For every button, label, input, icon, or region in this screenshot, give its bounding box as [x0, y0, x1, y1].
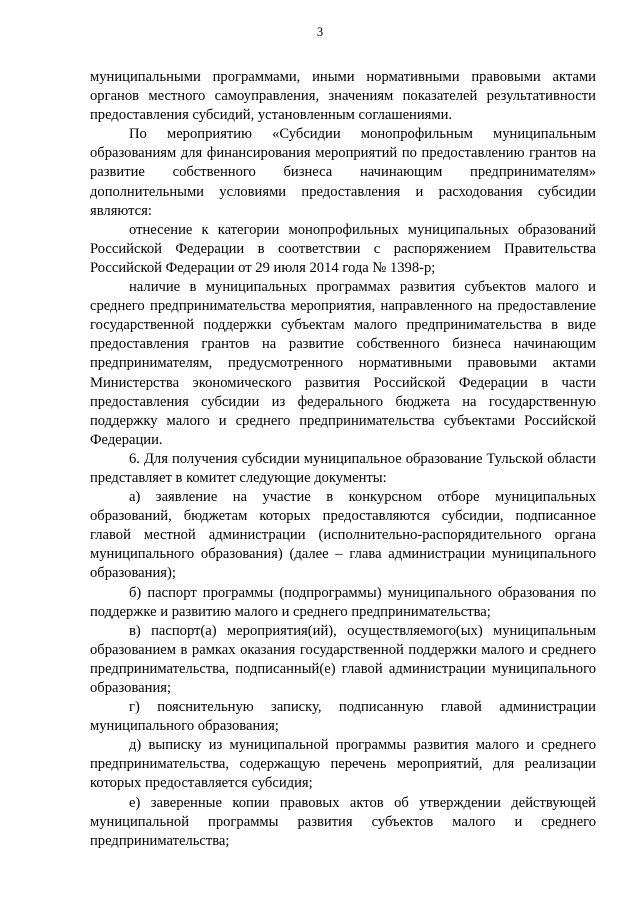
paragraph-condition-program: наличие в муниципальных программах развития субъектов малого и среднего предпринимательства мероприятия, направленного на предоставление государственной поддержки субъектам малого предпринимательства в виде предоставления грантов на развитие собственного бизнеса начинающим предпринимателям, предусмотренного нормативными правовыми актами Министерства экономического развития Российской Федерации в части предоставления субсидии из федерального бюджета на государственную поддержку малого и среднего предпринимательства субъектами Российской Федерации. [90, 279, 596, 448]
list-item-v: в) паспорт(а) мероприятия(ий), осуществляемого(ых) муниципальным образованием в рамках оказания государственной поддержки малого и среднего предпринимательства, подписанный(е) главой администрации муниципального образования; [90, 622, 596, 696]
list-item-e: е) заверенные копии правовых актов об утверждении действующей муниципальной программы развития субъектов малого и среднего предпринимательства; [90, 794, 596, 849]
list-item-a: а) заявление на участие в конкурсном отборе муниципальных образований, бюджетам которых предоставляются субсидии, подписанное главой местной администрации (исполнительно-распорядительного органа муниципального образования) (далее – глава администрации муниципального образования); [90, 489, 596, 582]
list-item-g: г) пояснительную записку, подписанную главой администрации муниципального образования; [90, 699, 596, 735]
list-item-d: д) выписку из муниципальной программы развития малого и среднего предпринимательства, содержащую перечень мероприятий, для реализации которых предоставляется субсидия; [90, 737, 596, 792]
paragraph-condition-monoprofile: отнесение к категории монопрофильных муниципальных образований Российской Федерации в соответствии с распоряжением Правительства Российской Федерации от 29 июля 2014 года № 1398-р; [90, 221, 596, 276]
paragraph-continuation: муниципальными программами, иными нормативными правовыми актами органов местного самоуправления, значениям показателей результативности предоставления субсидий, установленным соглашениями. [90, 69, 596, 124]
document-body [90, 68, 596, 851]
paragraph-measure-grants: По мероприятию «Субсидии монопрофильным муниципальным образованиям для финансирования мероприятий по предоставлению грантов на развитие собственного бизнеса начинающим предпринимателям» дополнительными условиями предоставления и расходования субсидии являются: [90, 126, 596, 219]
list-item-b: б) паспорт программы (подпрограммы) муниципального образования по поддержке и развитию малого и среднего предпринимательства; [90, 584, 596, 620]
paragraph-section-6: 6. Для получения субсидии муниципальное образование Тульской области представляет в комитет следующие документы: [90, 450, 596, 486]
page-number: 3 [316, 25, 324, 39]
